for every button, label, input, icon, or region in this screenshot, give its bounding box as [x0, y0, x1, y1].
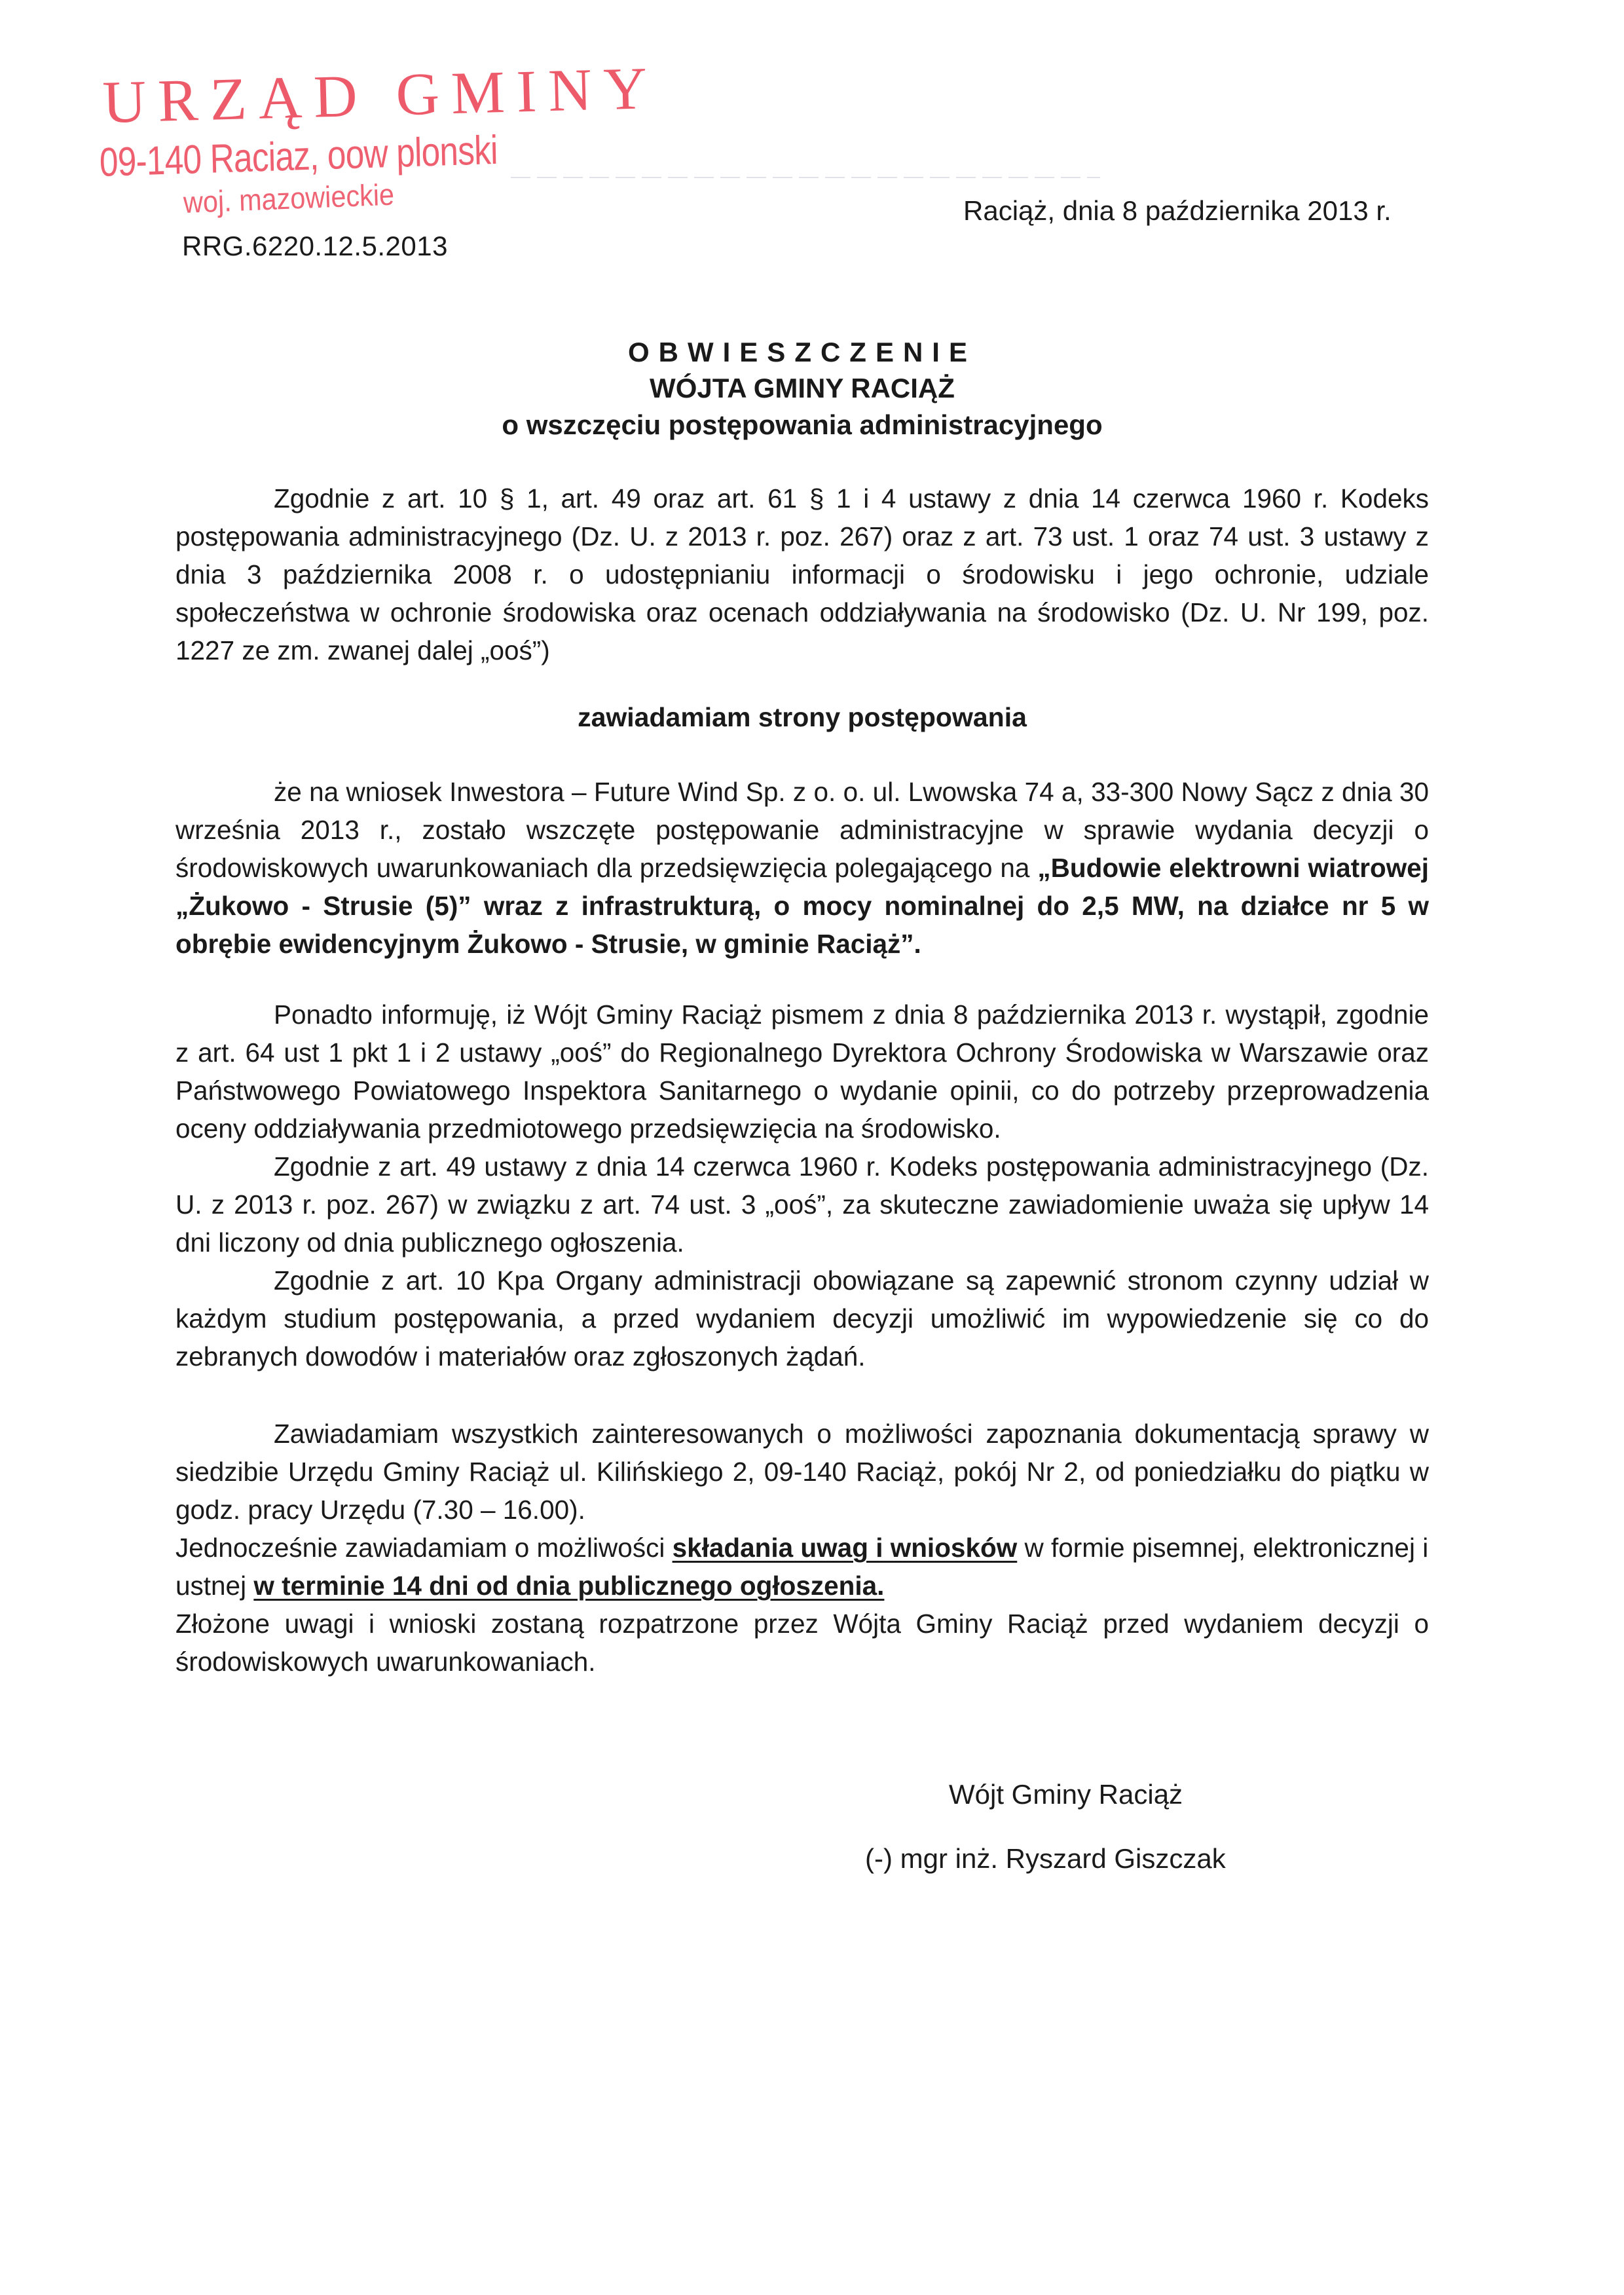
project-description: „Budowie elektrowni wiatrowej „Żukowo - Strusie (5)” wraz z infrastrukturą, o mocy nominalnej do 2,5 MW, na działce nr 5 w obrębie ewidencyjnym Żukowo - Strusie, w gminie Raciąż”.	[175, 853, 1429, 959]
investor-paragraph	[175, 773, 1429, 963]
office-stamp	[98, 54, 660, 229]
comments-emphasis-1: składania uwag i wniosków	[672, 1533, 1018, 1563]
title-line-1: OBWIESZCZENIE	[627, 337, 976, 367]
legal-basis-section	[175, 479, 1429, 669]
comments-paragraph	[175, 1529, 1429, 1605]
stamp-address: 09-140 Raciaz, oow plonski	[99, 127, 498, 185]
signature-name: (-) mgr inż. Ryszard Giszczak	[865, 1843, 1226, 1874]
opinion-paragraph: Ponadto informuję, iż Wójt Gminy Raciąż pismem z dnia 8 października 2013 r. wystąpił, zgodnie z art. 64 ust 1 pkt 1 i 2 ustawy „ooś” do Regionalnego Dyrektora Ochrony Środowiska w Warszawie oraz Państwowego Powiatowego Inspektora Sanitarnego o wydanie opinii, co do potrzeby przeprowadzenia oceny oddziaływania przedmiotowego przedsięwzięcia na środowisko.	[175, 999, 1429, 1144]
stamp-voivodeship: woj. mazowieckie	[183, 177, 395, 219]
art10-paragraph: Zgodnie z art. 10 Kpa Organy administracji obowiązane są zapewnić stronom czynny udział w każdym studium postępowania, a przed wydaniem decyzji umożliwić im wypowiedzenie się co do zebranych dowodów i materiałów oraz zgłoszonych żądań.	[175, 1265, 1429, 1371]
investor-section	[175, 773, 1429, 963]
title-line-3: o wszczęciu postępowania administracyjnego	[502, 409, 1103, 440]
place-date: Raciąż, dnia 8 października 2013 r.	[963, 195, 1392, 226]
document-title	[175, 334, 1429, 444]
comments-text-2: w formie pisemnej, elektronicznej i ustnej	[175, 1533, 1429, 1601]
documentation-paragraph: Zawiadamiam wszystkich zainteresowanych o możliwości zapoznania dokumentacją sprawy w siedzibie Urzędu Gminy Raciąż ul. Kilińskiego 2, 09-140 Raciąż, pokój Nr 2, od poniedziałku do piątku w godz. pracy Urzędu (7.30 – 16.00).	[175, 1419, 1429, 1525]
stamp-office-name: URZĄD GMINY	[101, 54, 660, 136]
comments-text-1: Jednocześnie zawiadamiam o możliwości	[175, 1533, 673, 1563]
investor-text: że na wniosek Inwestora – Future Wind Sp. z o. o. ul. Lwowska 74 a, 33-300 Nowy Sącz z dnia 30 września 2013 r., zostało wszczęte postępowanie administracyjne w sprawie wydania decyzji o środowiskowych uwarunkowaniach dla przedsięwzięcia polegającego na	[175, 777, 1429, 883]
notice-heading: zawiadamiam strony postępowania	[578, 702, 1027, 732]
scan-artifact-line	[511, 177, 1100, 178]
comments-deadline: w terminie 14 dni od dnia publicznego ogłoszenia.	[253, 1571, 885, 1601]
document-content	[175, 334, 1429, 1890]
signature-block	[175, 1779, 1429, 1890]
art49-paragraph: Zgodnie z art. 49 ustawy z dnia 14 czerwca 1960 r. Kodeks postępowania administracyjnego (Dz. U. z 2013 r. poz. 267) w związku z art. 74 ust. 3 „ooś”, za skuteczne zawiadomienie uważa się upływ 14 dni liczony od dnia publicznego ogłoszenia.	[175, 1151, 1429, 1258]
signature-title: Wójt Gminy Raciąż	[949, 1779, 1183, 1810]
reference-number: RRG.6220.12.5.2013	[182, 231, 448, 261]
documentation-section	[175, 1415, 1429, 1681]
final-paragraph: Złożone uwagi i wnioski zostaną rozpatrzone przez Wójta Gminy Raciąż przed wydaniem decyzji o środowiskowych uwarunkowaniach.	[175, 1609, 1429, 1677]
opinion-section	[175, 996, 1429, 1375]
legal-basis-paragraph: Zgodnie z art. 10 § 1, art. 49 oraz art. 61 § 1 i 4 ustawy z dnia 14 czerwca 1960 r. Kodeks postępowania administracyjnego (Dz. U. z 2013 r. poz. 267) oraz z art. 73 ust. 1 oraz 74 ust. 3 ustawy z dnia 3 października 2008 r. o udostępnianiu informacji o środowisku i jego ochronie, udziale społeczeństwa w ochronie środowiska oraz ocenach oddziaływania na środowisko (Dz. U. Nr 199, poz. 1227 ze zm. zwanej dalej „ooś”)	[175, 483, 1429, 665]
title-line-2: WÓJTA GMINY RACIĄŻ	[650, 373, 955, 403]
